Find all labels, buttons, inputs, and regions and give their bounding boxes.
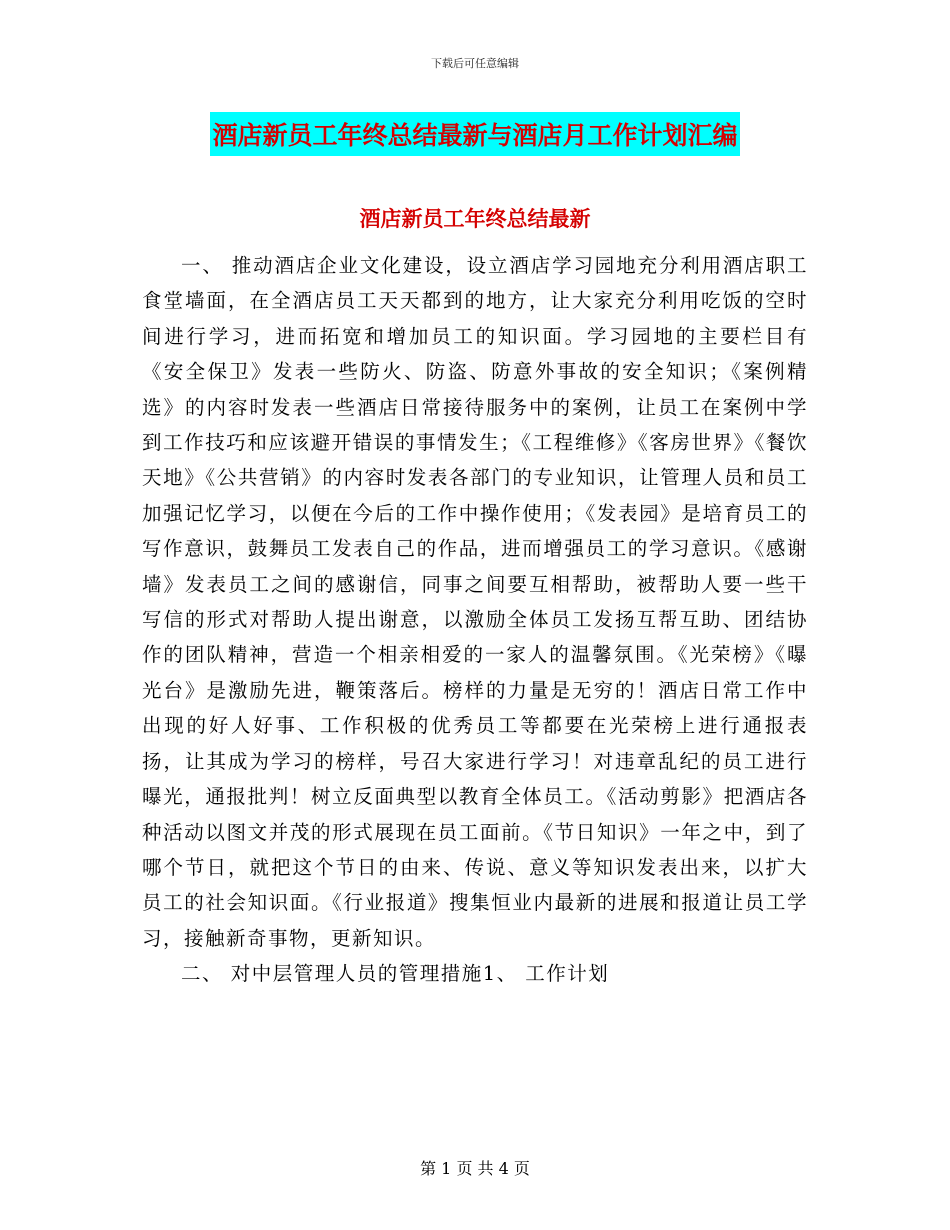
section-title: 酒店新员工年终总结最新: [359, 206, 591, 231]
document-body: [142, 248, 808, 992]
header-note: 下载后可任意编辑: [431, 57, 519, 70]
paragraph-1: 一、 推动酒店企业文化建设，设立酒店学习园地充分利用酒店职工食堂墙面，在全酒店员工天天都到的地方，让大家充分利用吃饭的空时间进行学习，进而拓宽和增加员工的知识面。学习园地的主要栏目有《安全保卫》发表一些防火、防盗、防意外事故的安全知识；《案例精选》的内容时发表一些酒店日常接待服务中的案例，让员工在案例中学到工作技巧和应该避开错误的事情发生；《工程维修》《客房世界》《餐饮天地》《公共营销》的内容时发表各部门的专业知识，让管理人员和员工加强记忆学习，以便在今后的工作中操作使用；《发表园》是培育员工的写作意识，鼓舞员工发表自己的作品，进而增强员工的学习意识。《感谢墙》发表员工之间的感谢信，同事之间要互相帮助，被帮助人要一些干写信的形式对帮助人提出谢意，以激励全体员工发扬互帮互助、团结协作的团队精神，营造一个相亲相爱的一家人的温馨氛围。《光荣榜》《曝光台》是激励先进，鞭策落后。榜样的力量是无穷的！酒店日常工作中出现的好人好事、工作积极的优秀员工等都要在光荣榜上进行通报表扬，让其成为学习的榜样，号召大家进行学习！对违章乱纪的员工进行曝光，通报批判！树立反面典型以教育全体员工。《活动剪影》把酒店各种活动以图文并茂的形式展现在员工面前。《节日知识》一年之中，到了哪个节日，就把这个节日的由来、传说、意义等知识发表出来，以扩大员工的社会知识面。《行业报道》搜集恒业内最新的进展和报道让员工学习，接触新奇事物，更新知识。: [142, 254, 808, 950]
document-main-title: 酒店新员工年终总结最新与酒店月工作计划汇编: [210, 112, 739, 156]
main-title-container: [0, 112, 950, 156]
paragraph-2: 二、 对中层管理人员的管理措施1、 工作计划: [181, 962, 610, 986]
page-number-footer: 第 1 页 共 4 页: [420, 1159, 530, 1178]
